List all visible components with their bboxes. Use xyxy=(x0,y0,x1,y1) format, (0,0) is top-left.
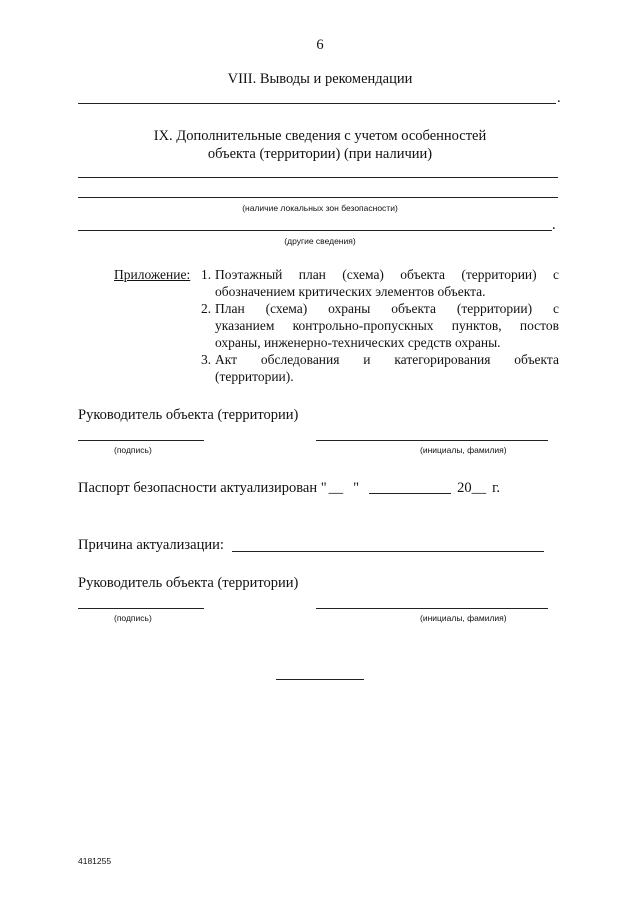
document-code: 4181255 xyxy=(78,856,112,866)
reason-label: Причина актуализации: xyxy=(78,537,224,553)
caption-name-2: (инициалы, фамилия) xyxy=(420,613,507,623)
page-number: 6 xyxy=(316,37,324,53)
appendix-item-number: 3. xyxy=(201,352,212,367)
passport-year-prefix: 20 xyxy=(457,480,472,496)
caption-signature-2: (подпись) xyxy=(114,613,152,623)
appendix-item-line: охраны, инженерно-технических средств охраны. xyxy=(215,335,501,350)
appendix-item-text xyxy=(215,300,559,351)
closing-separator xyxy=(276,679,364,680)
caption-name-1: (инициалы, фамилия) xyxy=(420,445,507,455)
section-8-title: VIII. Выводы и рекомендации xyxy=(227,71,413,87)
passport-year-blank: __ xyxy=(471,480,487,496)
name-line-1 xyxy=(316,440,548,441)
appendix-item-number: 2. xyxy=(201,301,212,316)
passport-day-blank: __ xyxy=(328,480,344,496)
caption-signature-1: (подпись) xyxy=(114,445,152,455)
appendix-label: Приложение: xyxy=(114,267,191,282)
passport-year-suffix: г. xyxy=(492,480,501,496)
name-line-2 xyxy=(316,608,548,609)
reason-line xyxy=(232,551,544,552)
appendix-item-text xyxy=(215,351,559,385)
appendix-item-number: 1. xyxy=(201,267,212,282)
appendix-item-line: План (схема) охраны объекта (территории) с xyxy=(215,301,559,316)
caption-other-info: (другие сведения) xyxy=(284,236,356,246)
signature-line-1 xyxy=(78,440,204,441)
appendix-item-3 xyxy=(201,351,559,385)
appendix-item-line: указанием контрольно-пропускных пунктов, постов xyxy=(215,318,559,333)
appendix-item-line: Поэтажный план (схема) объекта (территории) с xyxy=(215,267,559,282)
section-9-title-line1: IX. Дополнительные сведения с учетом особенностей xyxy=(153,128,487,144)
caption-local-zones: (наличие локальных зон безопасности) xyxy=(242,203,398,213)
appendix-item-line: Акт обследования и категорирования объекта xyxy=(215,352,559,367)
section-9-line-3 xyxy=(78,230,552,231)
head-title-1: Руководитель объекта (территории) xyxy=(78,407,299,423)
appendix-item-text xyxy=(215,266,559,300)
appendix-item-2 xyxy=(201,300,559,352)
appendix-item-line: обозначением критических элементов объекта. xyxy=(215,284,486,299)
passport-month-blank xyxy=(369,479,451,494)
section-9-line-end: . xyxy=(552,217,556,233)
appendix-item-1 xyxy=(201,266,559,300)
section-9-line-2 xyxy=(78,197,558,198)
passport-quote-close: " xyxy=(353,480,360,496)
section-8-line-end: . xyxy=(557,90,561,106)
signature-line-2 xyxy=(78,608,204,609)
passport-updated-line xyxy=(78,479,578,497)
section-8-line xyxy=(78,103,556,104)
passport-text: Паспорт безопасности актуализирован " xyxy=(78,480,327,496)
appendix-item-line: (территории). xyxy=(215,369,294,384)
section-9-line-1 xyxy=(78,177,558,178)
head-title-2: Руководитель объекта (территории) xyxy=(78,575,299,591)
section-9-title-line2: объекта (территории) (при наличии) xyxy=(207,146,433,162)
